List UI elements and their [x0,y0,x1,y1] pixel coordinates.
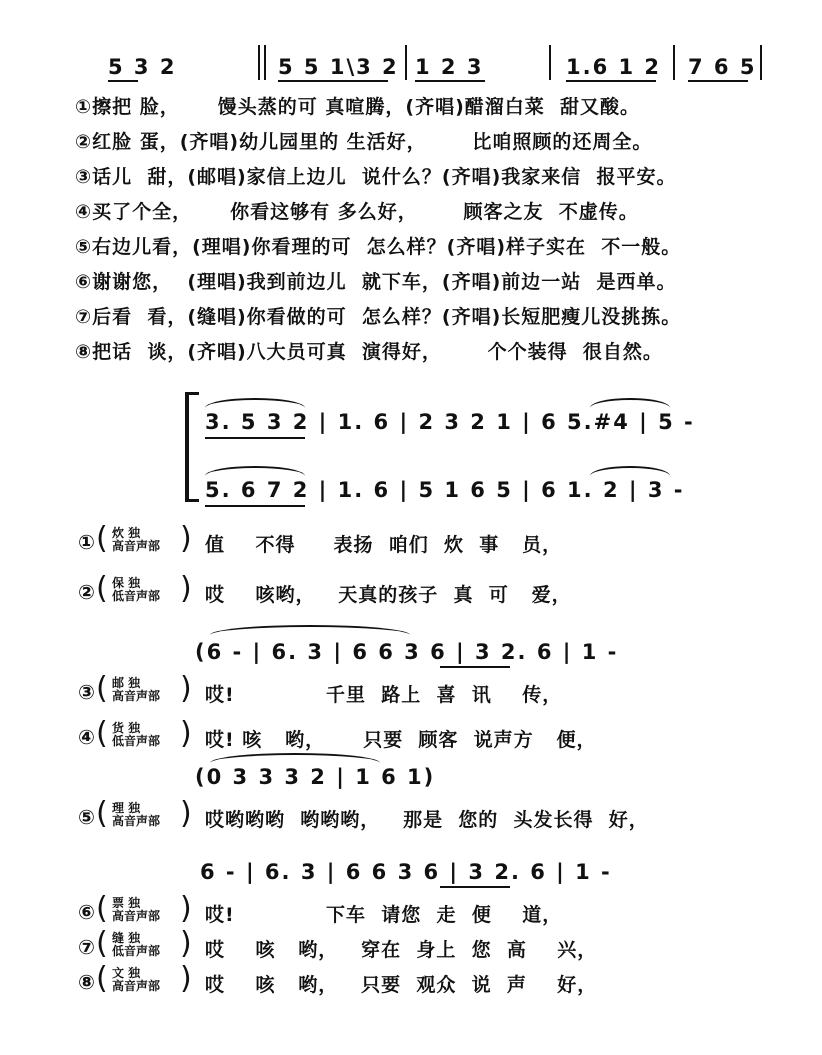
measure-5: 7 6 5 [688,55,757,79]
lower-voice: 5. 6 7 2 | 1. 6 | 5 1 6 5 | 6 1. 2 | 3 - [205,478,685,502]
underline [415,80,485,82]
verse-5: ⑤右边儿看，(理唱)你看理的可 怎么样？(齐唱)样子实在 不一般。 [75,236,682,258]
measure-1: 5 3 2 [108,55,177,79]
notation: 6 - | 6. 3 | 6 6 3 6 | 3 2. 6 | 1 - [200,860,612,884]
slur [590,398,670,408]
verse-8: ⑧把话 谈，(齐唱)八大员可真 演得好， 个个装得 很自然。 [75,341,663,363]
paren-close: ) [180,926,192,961]
upper-voice: 3. 5 3 2 | 1. 6 | 2 3 2 1 | 6 5.#4 | 5 - [205,410,695,434]
measure-3: 1 2 3 [415,55,484,79]
notation: (6 - | 6. 3 | 6 6 3 6 | 3 2. 6 | 1 - [195,640,619,664]
role-label: 货 独 低音声部 [112,721,161,748]
underline [440,666,510,668]
paren-close: ) [180,961,192,996]
verse-number: ⑧ [78,970,95,994]
verse-7: ⑦后看 看，(缝唱)你看做的可 怎么样？(齐唱)长短肥瘦儿没挑拣。 [75,306,682,328]
lyric-line: 哎 咳 哟， 只要 观众 说 声 好， [205,974,598,996]
paren-open: ( [96,521,108,556]
paren-open: ( [96,926,108,961]
underline [205,505,305,507]
paren-open: ( [96,891,108,926]
role-label: 保 独 低音声部 [112,576,161,603]
barline [264,45,266,80]
underline [440,886,510,888]
lyric-line: 哎哟哟哟 哟哟哟， 那是 您的 头发长得 好， [205,809,649,831]
paren-open: ( [96,961,108,996]
barline [258,45,260,80]
barline [405,45,407,80]
paren-open: ( [96,716,108,751]
paren-open: ( [96,571,108,606]
paren-close: ) [180,521,192,556]
underline [108,80,138,82]
role-label: 炊 独 高音声部 [112,526,161,553]
paren-open: ( [96,671,108,706]
verse-2: ②红脸 蛋，(齐唱)幼儿园里的 生活好， 比咱照顾的还周全。 [75,131,653,153]
barline [549,45,551,80]
slur [210,625,410,635]
role-label: 票 独 高音声部 [112,896,161,923]
bracket-top [189,392,199,395]
measure-2: 5 5 1\3 2 [278,55,399,79]
verse-number: ⑥ [78,900,95,924]
lyric-line: 哎! 咳 哟， 只要 顾客 说声方 便， [205,729,597,751]
slur [205,466,305,476]
underline [566,80,656,82]
slur [590,466,670,476]
lyric-line: 哎 咳哟， 天真的孩子 真 可 爱， [205,584,572,606]
verse-number: ⑦ [78,935,95,959]
role-label: 缝 独 低音声部 [112,931,161,958]
notation: (0 3 3 3 2 | 1 6 1) [195,765,436,789]
paren-close: ) [180,796,192,831]
paren-close: ) [180,671,192,706]
paren-close: ) [180,571,192,606]
underline [205,437,305,439]
verse-6: ⑥谢谢您， (理唱)我到前边儿 就下车，(齐唱)前边一站 是西单。 [75,271,677,293]
role-label: 邮 独 高音声部 [112,676,161,703]
lyric-line: 值 不得 表扬 咱们 炊 事 员， [205,534,563,556]
role-label: 理 独 高音声部 [112,801,161,828]
barline [673,45,675,80]
verse-number: ④ [78,725,95,749]
verse-number: ③ [78,680,95,704]
lyric-line: 哎 咳 哟， 穿在 身上 您 高 兴， [205,939,598,961]
verse-number: ⑤ [78,805,95,829]
role-label: 文 独 高音声部 [112,966,161,993]
measure-4: 1.6 1 2 [566,55,662,79]
lyric-line: 哎! 下车 请您 走 便 道， [205,904,563,926]
bracket-bottom [189,499,199,502]
underline [278,80,388,82]
paren-close: ) [180,716,192,751]
verse-number: ① [78,530,95,554]
verse-1: ①擦把 脸， 馒头蒸的可 真喧腾，(齐唱)醋溜白菜 甜又酸。 [75,96,640,118]
slur [205,398,305,408]
verse-4: ④买了个全， 你看这够有 多么好， 顾客之友 不虚传。 [75,201,639,223]
verse-3: ③话儿 甜，(邮唱)家信上边儿 说什么？(齐唱)我家来信 报平安。 [75,166,677,188]
underline [688,80,748,82]
paren-open: ( [96,796,108,831]
verse-number: ② [78,580,95,604]
system-bracket [185,392,189,502]
barline [760,45,762,80]
lyric-line: 哎! 千里 路上 喜 讯 传， [205,684,563,706]
slur [210,753,380,763]
paren-close: ) [180,891,192,926]
